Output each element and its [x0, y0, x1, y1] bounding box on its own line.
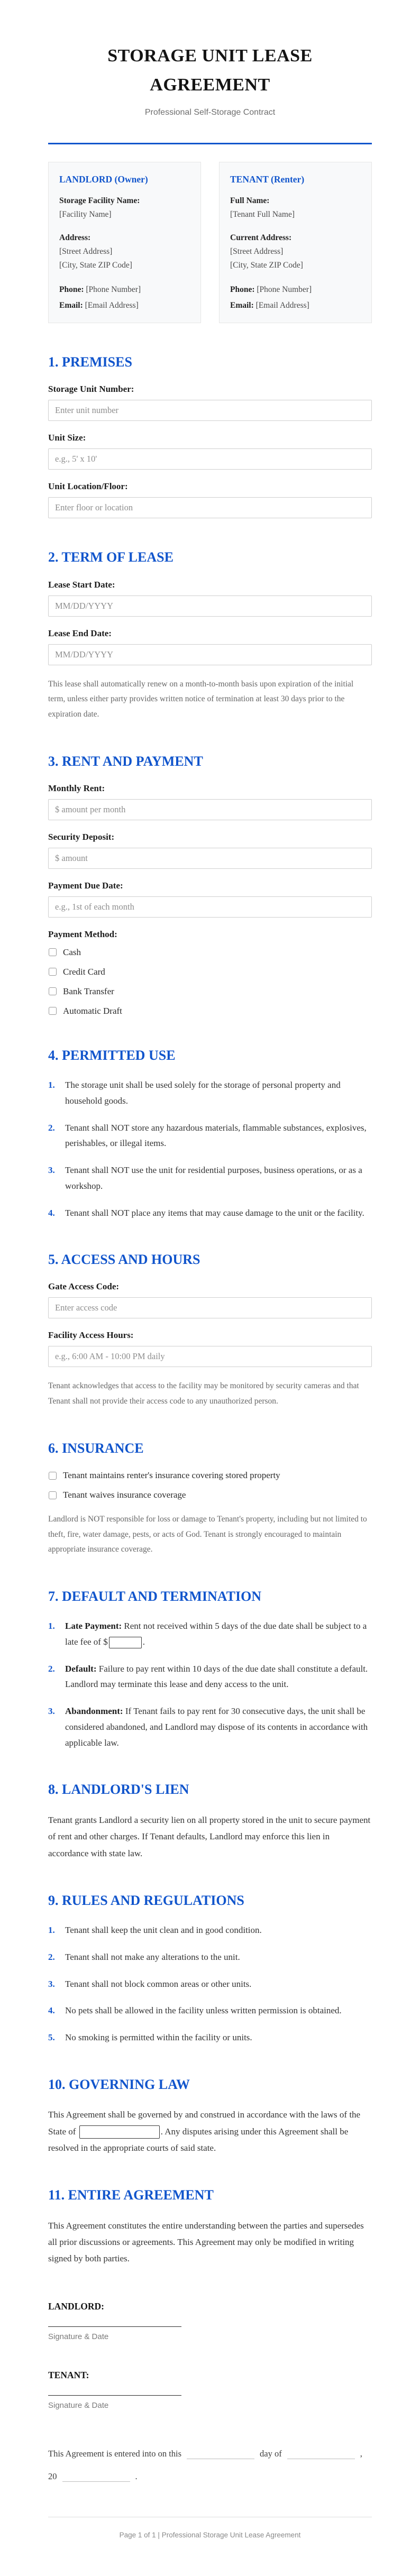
list-item [48, 1949, 372, 1965]
payment-method-option-bank-transfer [48, 986, 372, 997]
list-item-number: 3. [48, 1706, 55, 1717]
access-security-note: Tenant acknowledges that access to the facility may be monitored by security cameras and that Tenant shall not provide their access code to any unauthorized person. [48, 1381, 359, 1406]
section-entire-agreement-heading: 11. ENTIRE AGREEMENT [48, 2187, 214, 2203]
credit-card-label: Credit Card [63, 966, 105, 977]
cash-label: Cash [63, 947, 81, 957]
credit-card-checkbox[interactable] [49, 968, 57, 976]
lease-end-field [48, 628, 372, 665]
execution-end-text: . [135, 2471, 138, 2481]
bank-transfer-checkbox[interactable] [49, 987, 57, 995]
payment-method-option-automatic-draft [48, 1006, 372, 1016]
cash-checkbox[interactable] [49, 948, 57, 956]
list-item-text: Tenant shall keep the unit clean and in good condition. [65, 1925, 262, 1936]
late-payment-text: Rent not received within 5 days of the due date shall be subject to a late fee of $ [65, 1621, 367, 1647]
default-text: Failure to pay rent within 10 days of the due date shall constitute a default. Landlord may terminate this lease and deny access to the unit. [65, 1663, 368, 1690]
page-footer: Page 1 of 1 | Professional Storage Unit Lease Agreement [48, 2517, 372, 2576]
gate-access-code-field [48, 1281, 372, 1318]
access-hours-label: Facility Access Hours: [48, 1330, 134, 1341]
governing-law-paragraph [48, 2106, 372, 2156]
lease-start-input[interactable] [48, 595, 372, 617]
section-default-heading: 7. DEFAULT AND TERMINATION [48, 1589, 262, 1605]
section-permitted-use-heading: 4. PERMITTED USE [48, 1047, 176, 1063]
list-item-number: 5. [48, 2032, 55, 2043]
abandonment-item [65, 1703, 372, 1750]
list-item-text: Tenant shall not make any alterations to the unit. [65, 1951, 240, 1962]
execution-day-input[interactable] [187, 2450, 254, 2459]
list-item-text: The storage unit shall be used solely for the storage of personal property and household goods. [65, 1080, 341, 1106]
landlord-box-heading: LANDLORD (Owner) [59, 174, 148, 185]
landlord-phone-row [59, 282, 190, 297]
list-item-number: 3. [48, 1165, 55, 1176]
lease-end-label: Lease End Date: [48, 628, 112, 638]
tenant-email-value: [Email Address] [255, 300, 309, 310]
list-item [48, 1205, 372, 1221]
access-hours-input[interactable] [48, 1346, 372, 1367]
tenant-signature-line [48, 2381, 181, 2396]
landlord-phone-value: [Phone Number] [86, 285, 141, 295]
section-governing-law-heading: 10. GOVERNING LAW [48, 2076, 190, 2092]
waive-insurance-checkbox[interactable] [49, 1491, 57, 1499]
lease-start-field [48, 580, 372, 617]
default-lead: Default: [65, 1663, 97, 1674]
landlord-email-label: Email: [59, 300, 83, 310]
list-item-number: 2. [48, 1951, 55, 1962]
facility-name-value: [Facility Name] [59, 210, 112, 219]
landlord-contact-group [59, 282, 190, 313]
tenant-signature-caption: Signature & Date [48, 2400, 109, 2410]
unit-location-input[interactable] [48, 497, 372, 518]
governing-law-post: . Any disputes arising under this Agreement shall be resolved in the appropriate courts of said state. [48, 2126, 349, 2153]
tenant-name-group [230, 195, 361, 221]
insurance-option-waives [48, 1490, 372, 1500]
payment-method-label: Payment Method: [48, 929, 117, 939]
late-fee-amount-input[interactable] [109, 1637, 142, 1648]
execution-month-input[interactable] [287, 2450, 355, 2459]
landlord-email-row [59, 298, 190, 313]
tenant-address-label: Current Address: [230, 233, 292, 242]
abandonment-lead: Abandonment: [65, 1706, 123, 1717]
governing-law-pre: This Agreement shall be governed by and construed in accordance with the laws of the State of [48, 2110, 361, 2137]
renters-insurance-label: Tenant maintains renter's insurance covering stored property [63, 1470, 280, 1481]
default-item [65, 1661, 372, 1693]
tenant-contact-group [230, 282, 361, 313]
list-item [48, 2003, 372, 2019]
gate-access-code-label: Gate Access Code: [48, 1281, 120, 1292]
insurance-option-maintains [48, 1470, 372, 1481]
execution-year-input[interactable] [62, 2472, 130, 2482]
list-item [48, 2030, 372, 2046]
insurance-disclaimer-note: Landlord is NOT responsible for loss or damage to Tenant's property, including but not limited to theft, fire, water damage, pests, or acts of God. Tenant is strongly encouraged to maintain appropriate insurance coverage. [48, 1515, 367, 1554]
list-item-text: Tenant shall NOT place any items that may cause damage to the unit or the facility. [65, 1207, 364, 1218]
entire-agreement-paragraph: This Agreement constitutes the entire understanding between the parties and supersedes all prior discussions or agreements. This Agreement may only be modified in writing signed by both parties. [48, 2220, 364, 2264]
automatic-draft-checkbox[interactable] [49, 1007, 57, 1015]
list-item [48, 1618, 372, 1650]
payment-method-option-credit-card [48, 967, 372, 977]
tenant-phone-row [230, 282, 361, 297]
tenant-signature-block [48, 2370, 372, 2410]
late-payment-lead: Late Payment: [65, 1621, 122, 1631]
list-item [48, 1162, 372, 1194]
list-item-number: 2. [48, 1663, 55, 1674]
landlord-phone-label: Phone: [59, 285, 84, 295]
section-term-heading: 2. TERM OF LEASE [48, 549, 174, 565]
term-renewal-note: This lease shall automatically renew on a month-to-month basis upon expiration of the initial term, unless either party provides written notice of termination at least 30 days prior to the expiration date. [48, 679, 354, 719]
list-item-number: 2. [48, 1122, 55, 1133]
section-premises-heading: 1. PREMISES [48, 354, 132, 370]
list-item-number: 4. [48, 2005, 55, 2016]
landlord-street-value: [Street Address] [59, 246, 113, 256]
page-subtitle: Professional Self-Storage Contract [144, 108, 276, 117]
list-item-text: No smoking is permitted within the facility or units. [65, 2032, 252, 2043]
execution-mid-text: day of [260, 2448, 282, 2459]
tenant-email-row [230, 298, 361, 313]
unit-size-field [48, 433, 372, 470]
list-item [48, 1661, 372, 1693]
monthly-rent-input[interactable] [48, 799, 372, 820]
automatic-draft-label: Automatic Draft [63, 1005, 122, 1016]
unit-location-label: Unit Location/Floor: [48, 481, 128, 492]
unit-number-field [48, 384, 372, 421]
payment-method-option-cash [48, 947, 372, 958]
state-input[interactable] [79, 2125, 160, 2139]
list-item-text: Tenant shall not block common areas or other units. [65, 1978, 252, 1989]
tenant-city-value: [City, State ZIP Code] [230, 261, 303, 270]
list-item-text: No pets shall be allowed in the facility unless written permission is obtained. [65, 2005, 342, 2016]
gate-access-code-input[interactable] [48, 1297, 372, 1318]
late-payment-item [65, 1618, 372, 1650]
section-lien-heading: 8. LANDLORD'S LIEN [48, 1782, 189, 1798]
payment-due-field [48, 881, 372, 918]
late-payment-period: . [142, 1636, 145, 1647]
access-hours-field [48, 1330, 372, 1367]
lease-start-label: Lease Start Date: [48, 579, 115, 590]
tenant-signature-label: TENANT: [48, 2369, 89, 2380]
list-item-text: Tenant shall NOT store any hazardous materials, flammable substances, explosives, perishables, or illegal items. [65, 1122, 367, 1149]
landlord-info-box [48, 162, 201, 323]
execution-year-prefix: , 20 [48, 2448, 362, 2481]
landlord-signature-block [48, 2301, 372, 2341]
facility-name-label: Storage Facility Name: [59, 196, 140, 206]
tenant-name-value: [Tenant Full Name] [230, 210, 295, 219]
monthly-rent-label: Monthly Rent: [48, 783, 105, 793]
section-access-heading: 5. ACCESS AND HOURS [48, 1252, 200, 1268]
bank-transfer-label: Bank Transfer [63, 986, 114, 996]
list-item-number: 3. [48, 1978, 55, 1989]
list-item [48, 1120, 372, 1152]
payment-method-field [48, 929, 372, 1016]
lease-end-input[interactable] [48, 644, 372, 665]
section-insurance-heading: 6. INSURANCE [48, 1440, 144, 1456]
landlord-city-value: [City, State ZIP Code] [59, 261, 132, 270]
list-item-text: Tenant shall NOT use the unit for residential purposes, business operations, or as a workshop. [65, 1165, 362, 1191]
list-item [48, 1922, 372, 1938]
security-deposit-label: Security Deposit: [48, 831, 115, 842]
landlord-signature-line [48, 2312, 181, 2327]
unit-number-label: Storage Unit Number: [48, 384, 134, 395]
waive-insurance-label: Tenant waives insurance coverage [63, 1490, 186, 1500]
page-title: STORAGE UNIT LEASE AGREEMENT [107, 46, 313, 95]
landlord-address-group [59, 232, 190, 272]
landlord-signature-label: LANDLORD: [48, 2300, 104, 2312]
landlord-signature-caption: Signature & Date [48, 2332, 109, 2341]
section-rent-heading: 3. RENT AND PAYMENT [48, 753, 203, 769]
unit-size-label: Unit Size: [48, 433, 86, 443]
renters-insurance-checkbox[interactable] [49, 1472, 57, 1480]
unit-number-input[interactable] [48, 400, 372, 421]
list-item-number: 1. [48, 1621, 55, 1631]
tenant-name-label: Full Name: [230, 196, 270, 206]
tenant-address-group [230, 232, 361, 272]
default-termination-list [48, 1618, 372, 1750]
tenant-email-label: Email: [230, 300, 254, 310]
unit-location-field [48, 481, 372, 518]
unit-size-input[interactable] [48, 448, 372, 470]
list-item-number: 4. [48, 1207, 55, 1218]
monthly-rent-field [48, 783, 372, 820]
list-item [48, 1703, 372, 1750]
landlord-email-value: [Email Address] [85, 300, 139, 310]
tenant-street-value: [Street Address] [230, 246, 284, 256]
parties-section [48, 162, 372, 323]
list-item-number: 1. [48, 1925, 55, 1936]
execution-date-sentence [48, 2443, 372, 2488]
header-divider [48, 143, 372, 144]
section-rules-heading: 9. RULES AND REGULATIONS [48, 1892, 244, 1908]
abandonment-text: If Tenant fails to pay rent for 30 consecutive days, the unit shall be considered abandoned, and Landlord may dispose of its contents in accordance with applicable law. [65, 1706, 368, 1748]
payment-due-input[interactable] [48, 896, 372, 918]
payment-due-label: Payment Due Date: [48, 880, 123, 891]
tenant-box-heading: TENANT (Renter) [230, 174, 305, 185]
landlord-address-label: Address: [59, 233, 91, 242]
security-deposit-input[interactable] [48, 848, 372, 869]
execution-pre-text: This Agreement is entered into on this [48, 2448, 182, 2459]
rules-list [48, 1922, 372, 2046]
list-item [48, 1976, 372, 1992]
tenant-info-box [219, 162, 372, 323]
list-item-number: 1. [48, 1080, 55, 1090]
landlord-facility-group [59, 195, 190, 221]
tenant-phone-label: Phone: [230, 285, 255, 295]
list-item [48, 1077, 372, 1109]
tenant-phone-value: [Phone Number] [257, 285, 312, 295]
security-deposit-field [48, 832, 372, 869]
lien-paragraph: Tenant grants Landlord a security lien on all property stored in the unit to secure payment of rent and other charges. If Tenant defaults, Landlord may enforce this lien in accordance with state law. [48, 1814, 371, 1858]
permitted-use-list [48, 1077, 372, 1221]
lease-agreement-page [48, 0, 372, 2576]
